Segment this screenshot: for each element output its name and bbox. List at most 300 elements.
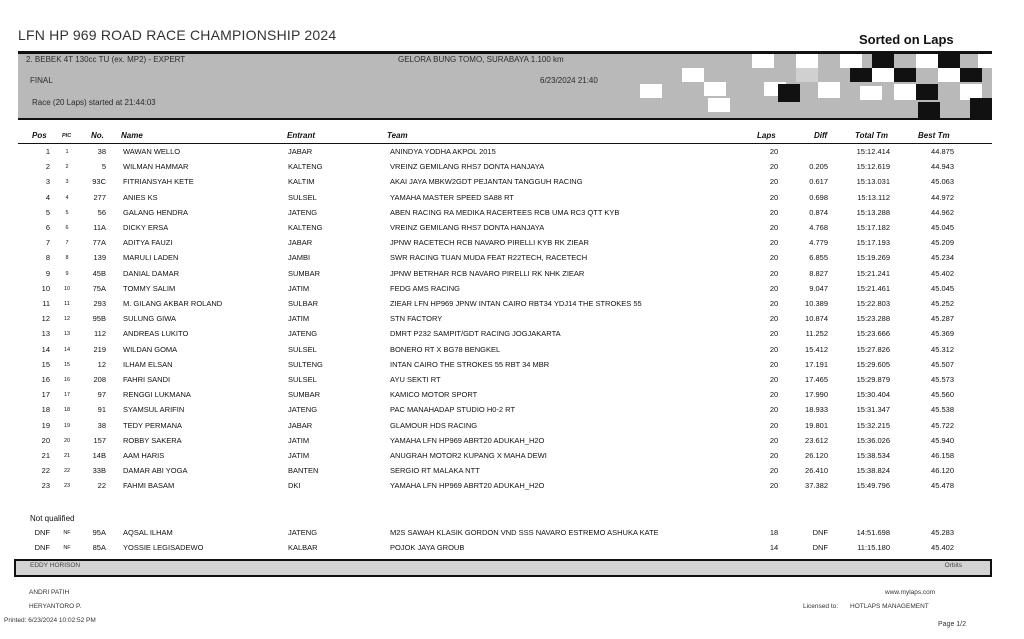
cell-pic: 4 <box>65 194 69 201</box>
cell-pos: 4 <box>45 192 50 202</box>
printed-timestamp: Printed: 6/23/2024 10:02:52 PM <box>4 617 96 624</box>
table-row <box>0 345 1024 360</box>
cell-diff: 11.252 <box>805 329 828 339</box>
col-header-laps: Laps <box>757 131 776 140</box>
cell-laps: 20 <box>769 299 779 308</box>
cell-number: 277 <box>93 192 106 202</box>
cell-diff: 23.612 <box>805 435 828 445</box>
cell-total: 15:27.826 <box>856 344 890 354</box>
cell-laps: 20 <box>769 451 779 460</box>
cell-pic: 17 <box>63 392 71 399</box>
cell-team: POJOK JAYA GROUB <box>390 543 465 552</box>
cell-pic: 16 <box>63 377 71 383</box>
cell-number: 208 <box>93 375 106 384</box>
cell-pic: NF <box>63 545 71 551</box>
official-box-name: EDDY HORISON <box>30 562 81 569</box>
cell-laps: 20 <box>769 283 779 293</box>
table-row <box>0 329 1024 344</box>
col-header-name: Name <box>121 131 143 140</box>
cell-diff: 0.874 <box>809 207 828 217</box>
cell-diff: 6.855 <box>809 253 828 263</box>
checker-square <box>796 68 818 82</box>
table-row <box>0 405 1024 420</box>
cell-pic: 10 <box>63 285 71 292</box>
cell-laps: 20 <box>769 344 779 354</box>
cell-number: 14B <box>92 451 106 460</box>
checker-square <box>916 54 938 68</box>
cell-number: 56 <box>97 207 106 217</box>
cell-entrant: JAMBI <box>288 253 311 263</box>
checker-square <box>978 54 992 68</box>
cell-team: ANUGRAH MOTOR2 KUPANG X MAHA DEWI <box>390 451 547 460</box>
cell-pos: 12 <box>41 314 50 324</box>
sort-label: Sorted on Laps <box>859 32 954 47</box>
cell-name: AQSAL ILHAM <box>123 528 173 537</box>
checker-square <box>938 68 960 82</box>
cell-best: 44.875 <box>931 147 954 156</box>
cell-pos: 20 <box>41 435 50 445</box>
cell-number: 22 <box>97 481 106 491</box>
cell-entrant: SUMBAR <box>288 268 321 278</box>
official-name-1: ANDRI PATIH <box>29 589 70 596</box>
cell-total: 15:23.666 <box>856 329 890 339</box>
cell-pic: 19 <box>63 422 71 429</box>
cell-name: FAHRI SANDI <box>123 375 171 384</box>
table-row <box>0 390 1024 405</box>
table-row <box>0 481 1024 496</box>
cell-team: SWR RACING TUAN MUDA FEAT R22TECH, RACETECH <box>390 253 588 263</box>
cell-best: 45.402 <box>931 268 954 278</box>
cell-pic: 11 <box>64 301 70 307</box>
cell-best: 44.962 <box>931 207 954 217</box>
cell-pic: 3 <box>65 179 69 186</box>
table-row <box>0 284 1024 299</box>
col-header-diff: Diff <box>814 131 828 140</box>
cell-pos: 11 <box>42 299 50 308</box>
cell-total: 15:17.193 <box>856 238 890 248</box>
cell-team: KAMICO MOTOR SPORT <box>390 390 478 400</box>
cell-diff: 26.120 <box>805 451 828 460</box>
cell-entrant: DKI <box>288 481 301 491</box>
cell-pos: 7 <box>45 238 50 248</box>
cell-total: 15:38.534 <box>856 451 890 460</box>
cell-total: 15:13.031 <box>856 177 890 187</box>
cell-laps: 20 <box>769 390 779 400</box>
cell-laps: 20 <box>769 147 779 156</box>
cell-diff: 9.047 <box>809 283 828 293</box>
cell-total: 15:29.605 <box>856 359 890 369</box>
cell-best: 45.369 <box>931 329 954 339</box>
cell-diff: 17.990 <box>805 390 828 400</box>
cell-number: 95A <box>92 528 106 537</box>
cell-total: 15:32.215 <box>856 420 890 430</box>
cell-team: VREINZ GEMILANG RHS7 DONTA HANJAYA <box>390 162 545 172</box>
cell-total: 15:31.347 <box>856 405 890 415</box>
cell-diff: 17.191 <box>805 359 828 369</box>
table-row <box>0 223 1024 238</box>
cell-diff: DNF <box>812 528 828 537</box>
cell-entrant: JABAR <box>288 238 313 248</box>
cell-pic: 23 <box>63 483 71 490</box>
cell-name: DAMAR ABI YOGA <box>123 466 188 476</box>
checker-square <box>872 54 894 68</box>
cell-team: ZIEAR LFN HP969 JPNW INTAN CAIRO RBT34 YDJ14 THE STROKES 55 <box>390 299 642 308</box>
cell-team: JPNW BETRHAR RCB NAVARO PIRELLI RK NHK ZIEAR <box>390 268 585 278</box>
cell-pos: 23 <box>41 481 50 491</box>
table-row <box>0 543 1024 558</box>
cell-best: 45.538 <box>931 405 954 415</box>
cell-pos: DNF <box>34 543 50 552</box>
cell-number: 85A <box>92 543 106 552</box>
cell-team: YAMAHA MASTER SPEED SA88 RT <box>390 192 514 202</box>
cell-pic: 12 <box>63 316 71 323</box>
official-name-2: HERYANTORO P. <box>29 603 82 610</box>
cell-name: AAM HARIS <box>123 451 165 460</box>
cell-diff: 26.410 <box>805 466 828 476</box>
cell-best: 45.560 <box>931 390 954 400</box>
checker-square <box>640 84 662 98</box>
cell-laps: 14 <box>769 543 779 552</box>
cell-pos: 5 <box>45 207 50 217</box>
software-name: Orbits <box>944 562 962 569</box>
cell-name: YOSSIE LEGISADEWO <box>123 543 204 552</box>
cell-best: 45.283 <box>931 528 954 537</box>
cell-best: 46.158 <box>931 451 954 460</box>
cell-total: 15:12.619 <box>856 162 890 172</box>
cell-pos: 2 <box>45 162 50 172</box>
table-row <box>0 193 1024 208</box>
col-header-best: Best Tm <box>918 131 950 140</box>
cell-team: ABEN RACING RA MEDIKA RACERTEES RCB UMA RC3 QTT KYB <box>390 207 620 217</box>
cell-entrant: SUMBAR <box>288 390 321 400</box>
cell-diff: 37.382 <box>805 481 828 491</box>
cell-team: PAC MANAHADAP STUDIO H0-2 RT <box>390 405 516 415</box>
cell-name: TEDY PERMANA <box>123 420 183 430</box>
cell-pos: 3 <box>45 177 50 187</box>
event-class: 2. BEBEK 4T 130cc TU (ex. MP2) - EXPERT <box>26 55 186 64</box>
cell-total: 15:49.796 <box>856 481 890 491</box>
cell-diff: 19.801 <box>805 420 828 430</box>
cell-team: VREINZ GEMILANG RHS7 DONTA HANJAYA <box>390 223 545 232</box>
cell-name: FITRIANSYAH KETE <box>123 177 194 187</box>
cell-number: 93C <box>92 177 106 187</box>
cell-pic: 14 <box>63 346 71 353</box>
col-header-total: Total Tm <box>855 131 889 140</box>
cell-number: 45B <box>92 268 106 278</box>
cell-entrant: SULSEL <box>288 344 317 354</box>
cell-entrant: SULSEL <box>288 375 317 384</box>
cell-entrant: BANTEN <box>288 466 319 476</box>
cell-entrant: SULBAR <box>288 299 319 308</box>
cell-number: 219 <box>93 344 106 354</box>
cell-number: 139 <box>93 253 106 263</box>
cell-number: 77A <box>92 238 106 248</box>
cell-pos: 8 <box>45 253 50 263</box>
table-row <box>0 147 1024 162</box>
cell-pos: 21 <box>41 451 50 460</box>
table-row <box>0 299 1024 314</box>
cell-pic: 5 <box>65 209 69 216</box>
cell-entrant: JATIM <box>288 283 310 293</box>
cell-laps: 20 <box>769 375 779 384</box>
cell-pos: 19 <box>41 420 50 430</box>
table-row <box>0 238 1024 253</box>
cell-diff: 10.874 <box>805 314 828 324</box>
session-datetime: 6/23/2024 21:40 <box>540 76 598 85</box>
cell-total: 15:17.182 <box>856 223 890 232</box>
cell-total: 15:21.461 <box>856 283 890 293</box>
cell-laps: 20 <box>769 223 779 232</box>
cell-name: FAHMI BASAM <box>123 481 175 491</box>
cell-name: ROBBY SAKERA <box>123 435 182 445</box>
cell-best: 45.209 <box>931 238 954 248</box>
table-row <box>0 162 1024 177</box>
cell-name: WILDAN GOMA <box>123 344 178 354</box>
cell-team: FEDG AMS RACING <box>390 283 461 293</box>
checker-square <box>918 102 940 118</box>
cell-entrant: JATENG <box>288 207 318 217</box>
cell-laps: 20 <box>769 405 779 415</box>
cell-number: 75A <box>92 283 106 293</box>
checker-square <box>704 82 726 96</box>
cell-best: 45.063 <box>931 177 954 187</box>
cell-pos: 18 <box>41 405 50 415</box>
cell-pic: 6 <box>65 225 69 231</box>
cell-diff: 10.389 <box>805 299 828 308</box>
race-info: Race (20 Laps) started at 21:44:03 <box>32 98 156 107</box>
cell-pic: 22 <box>63 468 71 475</box>
cell-entrant: JABAR <box>288 147 313 156</box>
cell-total: 15:38.824 <box>856 466 890 476</box>
cell-pic: 20 <box>63 437 71 444</box>
cell-pos: 14 <box>41 344 50 354</box>
col-header-no: No. <box>91 131 104 140</box>
cell-pic: 2 <box>65 164 69 171</box>
cell-best: 45.045 <box>931 223 954 232</box>
cell-total: 15:19.269 <box>856 253 890 263</box>
cell-entrant: JABAR <box>288 420 313 430</box>
cell-pos: 9 <box>45 268 50 278</box>
cell-pos: 1 <box>45 147 50 156</box>
table-row <box>0 253 1024 268</box>
session-name: FINAL <box>30 76 53 85</box>
cell-diff: 4.768 <box>809 223 828 232</box>
cell-name: RENGGI LUKMANA <box>123 390 191 400</box>
cell-name: DANIAL DAMAR <box>123 268 179 278</box>
cell-name: WAWAN WELLO <box>123 147 181 156</box>
cell-total: 14:51.698 <box>856 528 890 537</box>
cell-pos: 16 <box>41 375 50 384</box>
cell-best: 45.940 <box>931 435 954 445</box>
cell-team: DMRT P232 SAMPIT/GDT RACING JOGJAKARTA <box>390 329 561 339</box>
checker-square <box>840 54 862 68</box>
cell-laps: 20 <box>769 177 779 187</box>
not-qualified-heading: Not qualified <box>30 514 75 523</box>
cell-pos: 10 <box>41 283 50 293</box>
cell-diff: 0.698 <box>809 192 828 202</box>
checker-square <box>916 84 938 100</box>
cell-team: YAMAHA LFN HP969 ABRT20 ADUKAH_H2O <box>390 481 545 491</box>
cell-diff: 4.779 <box>809 238 828 248</box>
cell-team: M2S SAWAH KLASIK GORDON VND SSS NAVARO ESTREMO ASHUKA KATE <box>390 528 659 537</box>
cell-name: SULUNG GIWA <box>123 314 177 324</box>
cell-team: AKAI JAYA MBKW2GDT PEJANTAN TANGGUH RACING <box>390 177 583 187</box>
cell-total: 15:23.288 <box>856 314 890 324</box>
cell-best: 45.507 <box>931 359 954 369</box>
cell-laps: 20 <box>769 314 779 324</box>
cell-pic: 15 <box>63 361 71 368</box>
cell-name: GALANG HENDRA <box>123 207 189 217</box>
checker-square <box>860 86 882 100</box>
table-row <box>0 360 1024 375</box>
table-row <box>0 466 1024 481</box>
table-row <box>0 269 1024 284</box>
cell-entrant: KALBAR <box>288 543 318 552</box>
cell-diff: 8.827 <box>809 268 828 278</box>
licensed-label: Licensed to: <box>803 603 839 610</box>
cell-name: WILMAN HAMMAR <box>123 162 189 172</box>
cell-total: 15:30.404 <box>856 390 890 400</box>
cell-laps: 20 <box>769 481 779 491</box>
cell-best: 45.722 <box>931 420 954 430</box>
cell-diff: 18.933 <box>805 405 828 415</box>
cell-laps: 20 <box>769 435 779 445</box>
cell-pic: 13 <box>63 331 71 338</box>
cell-laps: 18 <box>769 528 779 537</box>
checker-square <box>872 68 894 82</box>
cell-laps: 20 <box>769 466 779 476</box>
table-row <box>0 208 1024 223</box>
cell-laps: 20 <box>769 420 779 430</box>
cell-team: ANINDYA YODHA AKPOL 2015 <box>390 147 496 156</box>
cell-number: 33B <box>92 466 106 476</box>
page-number: Page 1/2 <box>938 621 967 628</box>
cell-name: SYAMSUL ARIFIN <box>123 405 185 415</box>
cell-name: DICKY ERSA <box>123 223 169 232</box>
table-row <box>0 421 1024 436</box>
cell-pic: 18 <box>63 407 71 414</box>
cell-laps: 20 <box>769 329 779 339</box>
checker-square <box>682 68 704 82</box>
col-header-entrant: Entrant <box>287 131 315 140</box>
cell-team: INTAN CAIRO THE STROKES 55 RBT 34 MBR <box>390 359 550 369</box>
cell-best: 45.312 <box>931 344 954 354</box>
cell-number: 97 <box>97 390 106 400</box>
cell-pic: 21 <box>63 453 71 459</box>
checker-square <box>708 98 730 112</box>
cell-best: 44.943 <box>931 162 954 172</box>
table-row <box>0 436 1024 451</box>
cell-diff: 17.465 <box>805 375 828 384</box>
cell-entrant: JATENG <box>288 405 318 415</box>
checker-square <box>778 84 800 102</box>
checker-square <box>894 84 916 100</box>
cell-number: 157 <box>93 435 106 445</box>
cell-best: 45.402 <box>931 543 954 552</box>
cell-team: AYU SEKTI RT <box>390 375 441 384</box>
cell-total: 15:13.288 <box>856 207 890 217</box>
cell-number: 5 <box>101 162 106 172</box>
cell-entrant: KALTENG <box>288 162 323 172</box>
cell-number: 11A <box>93 223 106 232</box>
cell-total: 15:29.879 <box>856 375 890 384</box>
cell-laps: 20 <box>769 253 779 263</box>
checker-square <box>752 54 774 68</box>
officials-box <box>14 559 992 577</box>
checker-square <box>894 68 916 82</box>
cell-best: 45.287 <box>931 314 954 324</box>
cell-name: M. GILANG AKBAR ROLAND <box>123 299 223 308</box>
cell-team: SERGIO RT MALAKA NTT <box>390 466 480 476</box>
column-header-rule <box>18 143 992 144</box>
checker-square <box>796 54 818 68</box>
checker-square <box>960 68 982 82</box>
table-row <box>0 177 1024 192</box>
cell-name: ANIES KS <box>123 192 158 202</box>
cell-number: 12 <box>97 359 106 369</box>
cell-best: 45.234 <box>931 253 954 263</box>
cell-best: 45.252 <box>931 299 954 308</box>
cell-total: 15:36.026 <box>856 435 890 445</box>
cell-total: 11:15.180 <box>857 543 890 552</box>
cell-total: 15:12.414 <box>856 147 890 156</box>
cell-pic: NF <box>63 530 71 536</box>
table-row <box>0 528 1024 543</box>
cell-number: 38 <box>97 420 106 430</box>
document-title: LFN HP 969 ROAD RACE CHAMPIONSHIP 2024 <box>18 27 337 43</box>
checker-square <box>850 68 872 82</box>
cell-laps: 20 <box>769 162 779 172</box>
cell-pic: 8 <box>65 255 69 262</box>
table-row <box>0 451 1024 466</box>
cell-name: ILHAM ELSAN <box>123 359 173 369</box>
col-header-team: Team <box>387 131 408 140</box>
event-banner <box>18 54 992 118</box>
cell-pos: 17 <box>41 390 50 400</box>
cell-laps: 20 <box>769 268 779 278</box>
cell-diff: 0.205 <box>809 162 828 172</box>
website-link[interactable]: www.mylaps.com <box>885 589 936 596</box>
cell-name: TOMMY SALIM <box>123 283 176 293</box>
cell-laps: 20 <box>769 238 779 248</box>
cell-team: GLAMOUR HDS RACING <box>390 420 478 430</box>
cell-pic: 9 <box>65 270 69 277</box>
cell-pos: 13 <box>41 329 50 339</box>
cell-pos: 15 <box>41 359 50 369</box>
cell-entrant: JATIM <box>288 435 310 445</box>
table-row <box>0 375 1024 390</box>
cell-name: MARULI LADEN <box>123 253 179 263</box>
checker-square <box>818 82 840 98</box>
table-row <box>0 314 1024 329</box>
cell-entrant: JATENG <box>288 528 318 537</box>
cell-total: 15:13.112 <box>857 192 890 202</box>
cell-total: 15:21.241 <box>856 268 890 278</box>
checker-square <box>970 98 992 118</box>
cell-pos: 22 <box>41 466 50 476</box>
cell-entrant: JATENG <box>288 329 318 339</box>
licensee-name: HOTLAPS MANAGEMENT <box>850 603 929 610</box>
cell-team: YAMAHA LFN HP969 ABRT20 ADUKAH_H2O <box>390 435 545 445</box>
cell-team: BONERO RT X BG78 BENGKEL <box>390 344 501 354</box>
cell-best: 45.045 <box>931 283 954 293</box>
event-venue: GELORA BUNG TOMO, SURABAYA 1.100 km <box>398 55 564 64</box>
checker-square <box>938 54 960 68</box>
cell-number: 91 <box>97 405 106 415</box>
cell-pic: 7 <box>65 240 69 247</box>
cell-number: 38 <box>97 147 106 156</box>
col-header-pic: PIC <box>62 133 72 139</box>
